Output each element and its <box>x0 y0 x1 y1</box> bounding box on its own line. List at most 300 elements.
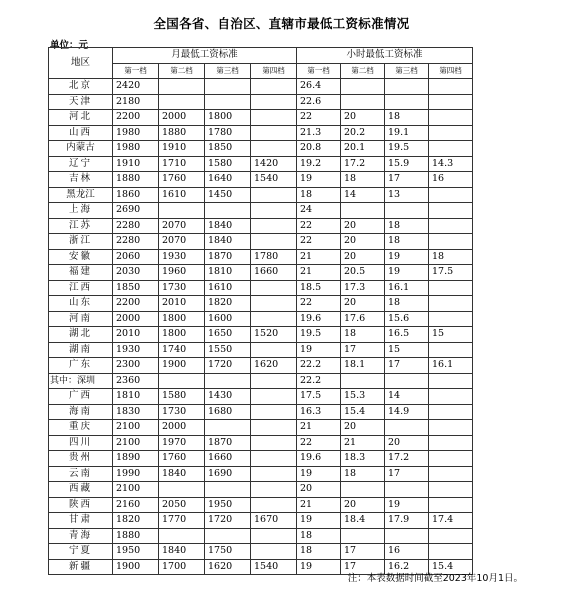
region-cell: 吉林 <box>49 172 113 188</box>
hourly-wage-cell: 19 <box>297 466 341 482</box>
monthly-wage-cell: 1670 <box>251 513 297 529</box>
table-row <box>49 234 473 250</box>
hourly-wage-cell: 21.3 <box>297 125 341 141</box>
wage-table <box>48 47 473 575</box>
monthly-wage-cell: 1700 <box>159 559 205 575</box>
hourly-wage-cell: 18 <box>385 234 429 250</box>
hourly-wage-cell: 17 <box>385 466 429 482</box>
monthly-wage-cell: 1580 <box>205 156 251 172</box>
hourly-wage-cell: 18 <box>341 327 385 343</box>
hourly-wage-cell: 17 <box>341 544 385 560</box>
monthly-wage-cell <box>251 79 297 95</box>
monthly-wage-cell: 1430 <box>205 389 251 405</box>
monthly-wage-cell: 1910 <box>159 141 205 157</box>
monthly-wage-cell: 1720 <box>205 513 251 529</box>
hourly-wage-cell: 14.3 <box>429 156 473 172</box>
table-row <box>49 513 473 529</box>
monthly-wage-cell <box>251 389 297 405</box>
hourly-wage-cell: 19 <box>297 172 341 188</box>
region-cell: 贵州 <box>49 451 113 467</box>
hourly-wage-cell <box>385 79 429 95</box>
region-cell: 福建 <box>49 265 113 281</box>
hourly-wage-cell: 19.5 <box>385 141 429 157</box>
region-cell: 上海 <box>49 203 113 219</box>
monthly-wage-cell: 1770 <box>159 513 205 529</box>
tier-header: 第二档 <box>341 63 385 79</box>
monthly-wage-cell: 1610 <box>205 280 251 296</box>
monthly-wage-cell: 1740 <box>159 342 205 358</box>
monthly-wage-cell <box>205 94 251 110</box>
hourly-wage-cell: 17 <box>341 559 385 575</box>
hourly-wage-cell: 22 <box>297 234 341 250</box>
hourly-wage-cell: 17 <box>385 358 429 374</box>
hourly-wage-cell <box>341 79 385 95</box>
hourly-wage-cell <box>429 311 473 327</box>
monthly-wage-cell: 1880 <box>159 125 205 141</box>
region-cell: 其中：深圳 <box>49 373 113 389</box>
hourly-wage-cell <box>341 203 385 219</box>
monthly-wage-cell: 2100 <box>113 435 159 451</box>
monthly-wage-cell: 1780 <box>205 125 251 141</box>
region-cell: 北京 <box>49 79 113 95</box>
hourly-wage-cell: 22 <box>297 110 341 126</box>
tier-header: 第一档 <box>113 63 159 79</box>
hourly-wage-cell <box>429 296 473 312</box>
region-cell: 辽宁 <box>49 156 113 172</box>
monthly-wage-cell: 1840 <box>159 466 205 482</box>
hourly-wage-cell: 19 <box>297 342 341 358</box>
hourly-wage-cell: 19 <box>385 497 429 513</box>
page-title: 全国各省、自治区、直辖市最低工资标准情况 <box>153 16 410 31</box>
table-row <box>49 156 473 172</box>
table-row <box>49 311 473 327</box>
tier-header: 第三档 <box>205 63 251 79</box>
hourly-wage-cell: 14 <box>341 187 385 203</box>
monthly-wage-cell <box>159 373 205 389</box>
hourly-wage-cell: 22 <box>297 435 341 451</box>
hourly-wage-cell: 22.2 <box>297 358 341 374</box>
hourly-wage-cell <box>429 79 473 95</box>
hourly-wage-cell: 22 <box>297 218 341 234</box>
hourly-wage-cell: 16.5 <box>385 327 429 343</box>
hourly-wage-cell: 22.2 <box>297 373 341 389</box>
hourly-wage-cell: 18 <box>341 466 385 482</box>
hourly-wage-cell <box>429 110 473 126</box>
table-row <box>49 373 473 389</box>
region-cell: 西藏 <box>49 482 113 498</box>
table-row <box>49 544 473 560</box>
table-row <box>49 528 473 544</box>
table-row <box>49 110 473 126</box>
tier-header: 第二档 <box>159 63 205 79</box>
monthly-wage-cell: 1720 <box>205 358 251 374</box>
table-row <box>49 404 473 420</box>
hourly-wage-cell <box>429 218 473 234</box>
table-row <box>49 389 473 405</box>
monthly-wage-cell: 2060 <box>113 249 159 265</box>
hourly-wage-cell: 17.9 <box>385 513 429 529</box>
hourly-wage-cell: 19 <box>297 559 341 575</box>
monthly-wage-cell <box>251 466 297 482</box>
region-cell: 安徽 <box>49 249 113 265</box>
hourly-wage-cell: 19 <box>297 513 341 529</box>
hourly-wage-cell: 15.4 <box>429 559 473 575</box>
hourly-wage-cell: 20.8 <box>297 141 341 157</box>
hourly-wage-cell: 18 <box>385 218 429 234</box>
hourly-wage-cell: 21 <box>297 497 341 513</box>
hourly-wage-cell: 26.4 <box>297 79 341 95</box>
region-header: 地区 <box>49 48 113 79</box>
monthly-wage-cell: 1970 <box>159 435 205 451</box>
table-row <box>49 249 473 265</box>
table-row <box>49 203 473 219</box>
hourly-wage-cell: 14.9 <box>385 404 429 420</box>
hourly-wage-cell: 16.1 <box>385 280 429 296</box>
hourly-wage-cell: 19 <box>385 265 429 281</box>
hourly-wage-cell: 18 <box>297 528 341 544</box>
monthly-wage-cell <box>251 544 297 560</box>
hourly-wage-cell: 15.6 <box>385 311 429 327</box>
hourly-wage-cell: 16.2 <box>385 559 429 575</box>
monthly-wage-cell: 2420 <box>113 79 159 95</box>
monthly-wage-cell <box>251 218 297 234</box>
hourly-wage-cell: 18 <box>385 110 429 126</box>
monthly-wage-cell: 1620 <box>205 559 251 575</box>
hourly-wage-cell <box>429 435 473 451</box>
hourly-wage-cell: 16 <box>429 172 473 188</box>
monthly-wage-cell: 1780 <box>251 249 297 265</box>
monthly-wage-cell: 1960 <box>159 265 205 281</box>
table-row <box>49 451 473 467</box>
hourly-wage-cell <box>385 203 429 219</box>
hourly-wage-cell <box>385 94 429 110</box>
monthly-wage-cell: 1930 <box>113 342 159 358</box>
monthly-wage-cell <box>159 79 205 95</box>
monthly-wage-cell: 1550 <box>205 342 251 358</box>
table-row <box>49 358 473 374</box>
table-row <box>49 497 473 513</box>
monthly-wage-cell <box>251 342 297 358</box>
region-cell: 湖南 <box>49 342 113 358</box>
hourly-wage-cell <box>429 125 473 141</box>
monthly-wage-cell: 1810 <box>113 389 159 405</box>
monthly-wage-cell <box>251 141 297 157</box>
monthly-wage-cell: 1990 <box>113 466 159 482</box>
hourly-wage-cell: 19.6 <box>297 451 341 467</box>
hourly-wage-cell <box>429 451 473 467</box>
hourly-wage-cell: 20 <box>341 110 385 126</box>
monthly-wage-cell: 1900 <box>113 559 159 575</box>
hourly-wage-cell: 17.2 <box>341 156 385 172</box>
hourly-wage-cell: 19.5 <box>297 327 341 343</box>
tier-header: 第三档 <box>385 63 429 79</box>
monthly-wage-cell <box>251 451 297 467</box>
hourly-wage-cell: 20 <box>341 218 385 234</box>
monthly-wage-cell: 1910 <box>113 156 159 172</box>
monthly-wage-cell <box>159 482 205 498</box>
hourly-wage-cell: 15.9 <box>385 156 429 172</box>
region-cell: 重庆 <box>49 420 113 436</box>
monthly-wage-cell: 1930 <box>159 249 205 265</box>
monthly-wage-cell: 2160 <box>113 497 159 513</box>
table-row <box>49 187 473 203</box>
hourly-wage-cell <box>385 420 429 436</box>
header-row-tiers <box>49 63 473 79</box>
monthly-wage-cell: 1880 <box>113 172 159 188</box>
monthly-wage-cell: 1900 <box>159 358 205 374</box>
hourly-wage-cell: 17.2 <box>385 451 429 467</box>
monthly-wage-cell: 1950 <box>113 544 159 560</box>
monthly-wage-cell: 1420 <box>251 156 297 172</box>
monthly-wage-cell <box>205 79 251 95</box>
monthly-wage-cell <box>251 497 297 513</box>
hourly-wage-cell <box>429 404 473 420</box>
monthly-wage-cell <box>251 110 297 126</box>
region-cell: 广东 <box>49 358 113 374</box>
hourly-wage-cell <box>429 420 473 436</box>
monthly-wage-cell <box>251 482 297 498</box>
monthly-wage-cell <box>251 435 297 451</box>
hourly-wage-cell: 19 <box>385 249 429 265</box>
hourly-wage-cell <box>429 280 473 296</box>
monthly-wage-cell: 1640 <box>205 172 251 188</box>
region-cell: 广西 <box>49 389 113 405</box>
hourly-wage-cell: 21 <box>297 249 341 265</box>
region-cell: 河南 <box>49 311 113 327</box>
region-cell: 云南 <box>49 466 113 482</box>
hourly-wage-cell: 19.6 <box>297 311 341 327</box>
monthly-wage-cell: 1840 <box>205 234 251 250</box>
monthly-wage-cell: 1840 <box>205 218 251 234</box>
tier-header: 第一档 <box>297 63 341 79</box>
monthly-wage-cell: 2050 <box>159 497 205 513</box>
hourly-wage-cell <box>429 544 473 560</box>
hourly-wage-cell <box>341 482 385 498</box>
hourly-wage-cell: 17 <box>385 172 429 188</box>
hourly-wage-cell: 24 <box>297 203 341 219</box>
monthly-wage-cell: 1890 <box>113 451 159 467</box>
region-cell: 青海 <box>49 528 113 544</box>
hourly-wage-cell: 18 <box>385 296 429 312</box>
region-cell: 宁夏 <box>49 544 113 560</box>
hourly-wage-cell: 20 <box>385 435 429 451</box>
hourly-wage-cell: 18.4 <box>341 513 385 529</box>
monthly-wage-cell: 2280 <box>113 218 159 234</box>
monthly-wage-cell <box>205 203 251 219</box>
tier-header: 第四档 <box>429 63 473 79</box>
monthly-wage-cell <box>251 373 297 389</box>
hourly-wage-cell: 18.3 <box>341 451 385 467</box>
monthly-wage-cell: 1610 <box>159 187 205 203</box>
monthly-wage-cell: 1660 <box>205 451 251 467</box>
hourly-wage-cell: 15 <box>385 342 429 358</box>
monthly-wage-cell: 1620 <box>251 358 297 374</box>
monthly-wage-cell: 2280 <box>113 234 159 250</box>
hourly-wage-cell: 19.1 <box>385 125 429 141</box>
monthly-wage-cell: 2010 <box>159 296 205 312</box>
hourly-wage-cell: 17.3 <box>341 280 385 296</box>
hourly-wage-cell: 20 <box>297 482 341 498</box>
monthly-wage-cell <box>251 125 297 141</box>
monthly-wage-cell <box>251 280 297 296</box>
monthly-wage-cell <box>159 528 205 544</box>
hourly-wage-cell: 21 <box>297 420 341 436</box>
region-cell: 新疆 <box>49 559 113 575</box>
region-cell: 山东 <box>49 296 113 312</box>
region-cell: 黑龙江 <box>49 187 113 203</box>
monthly-wage-cell: 1680 <box>205 404 251 420</box>
monthly-wage-cell <box>205 373 251 389</box>
monthly-wage-cell: 1600 <box>205 311 251 327</box>
monthly-wage-cell: 2000 <box>159 420 205 436</box>
hourly-wage-cell: 18.1 <box>341 358 385 374</box>
hourly-wage-cell: 17.6 <box>341 311 385 327</box>
monthly-wage-cell <box>251 404 297 420</box>
monthly-wage-cell: 1870 <box>205 249 251 265</box>
table-row <box>49 141 473 157</box>
monthly-wage-cell: 1730 <box>159 280 205 296</box>
hourly-wage-cell: 20.5 <box>341 265 385 281</box>
hourly-wage-cell <box>429 466 473 482</box>
monthly-wage-cell: 1830 <box>113 404 159 420</box>
hourly-wage-cell: 20 <box>341 420 385 436</box>
hourly-wage-cell: 19.2 <box>297 156 341 172</box>
hourly-wage-cell <box>341 373 385 389</box>
table-row <box>49 327 473 343</box>
table-row <box>49 265 473 281</box>
hourly-wage-cell: 20 <box>341 234 385 250</box>
region-cell: 四川 <box>49 435 113 451</box>
hourly-wage-cell: 20 <box>341 249 385 265</box>
region-cell: 海南 <box>49 404 113 420</box>
hourly-wage-cell: 16.1 <box>429 358 473 374</box>
table-body <box>49 79 473 575</box>
monthly-wage-cell: 2180 <box>113 94 159 110</box>
hourly-wage-cell <box>385 482 429 498</box>
hourly-wage-cell: 13 <box>385 187 429 203</box>
hourly-wage-cell: 20.2 <box>341 125 385 141</box>
hourly-wage-cell: 17.5 <box>297 389 341 405</box>
hourly-wage-cell: 17 <box>341 342 385 358</box>
monthly-wage-cell: 2200 <box>113 110 159 126</box>
monthly-wage-cell: 2070 <box>159 234 205 250</box>
region-cell: 内蒙古 <box>49 141 113 157</box>
hourly-wage-cell: 18 <box>429 249 473 265</box>
region-cell: 浙江 <box>49 234 113 250</box>
table-row <box>49 466 473 482</box>
monthly-wage-cell: 1650 <box>205 327 251 343</box>
monthly-wage-cell: 2690 <box>113 203 159 219</box>
hourly-wage-cell <box>341 528 385 544</box>
monthly-wage-cell: 1540 <box>251 559 297 575</box>
hourly-wage-cell <box>429 482 473 498</box>
region-cell: 甘肃 <box>49 513 113 529</box>
monthly-wage-cell: 2100 <box>113 420 159 436</box>
monthly-wage-cell: 1730 <box>159 404 205 420</box>
monthly-wage-cell: 1750 <box>205 544 251 560</box>
tier-header: 第四档 <box>251 63 297 79</box>
table-row <box>49 280 473 296</box>
monthly-wage-cell <box>159 94 205 110</box>
monthly-wage-cell <box>251 203 297 219</box>
monthly-wage-cell: 1450 <box>205 187 251 203</box>
hourly-wage-cell: 16 <box>385 544 429 560</box>
hourly-wage-cell <box>385 528 429 544</box>
monthly-wage-cell <box>205 482 251 498</box>
hourly-wage-cell: 20 <box>341 296 385 312</box>
monthly-wage-cell: 2000 <box>159 110 205 126</box>
monthly-wage-cell: 1850 <box>113 280 159 296</box>
hourly-header: 小时最低工资标准 <box>297 48 473 64</box>
monthly-wage-cell: 1800 <box>159 327 205 343</box>
monthly-wage-cell: 1860 <box>113 187 159 203</box>
hourly-wage-cell <box>429 342 473 358</box>
monthly-wage-cell: 1850 <box>205 141 251 157</box>
monthly-wage-cell: 1520 <box>251 327 297 343</box>
hourly-wage-cell: 15.3 <box>341 389 385 405</box>
monthly-wage-cell: 1580 <box>159 389 205 405</box>
table-row <box>49 296 473 312</box>
hourly-wage-cell <box>429 94 473 110</box>
hourly-wage-cell: 15.4 <box>341 404 385 420</box>
table-row <box>49 482 473 498</box>
region-cell: 山西 <box>49 125 113 141</box>
table-row <box>49 172 473 188</box>
hourly-wage-cell <box>429 187 473 203</box>
monthly-wage-cell: 1980 <box>113 125 159 141</box>
monthly-wage-cell <box>251 234 297 250</box>
hourly-wage-cell: 18 <box>341 172 385 188</box>
hourly-wage-cell: 21 <box>341 435 385 451</box>
monthly-wage-cell <box>205 528 251 544</box>
monthly-wage-cell: 1760 <box>159 172 205 188</box>
hourly-wage-cell <box>429 141 473 157</box>
table-row <box>49 218 473 234</box>
hourly-wage-cell <box>429 389 473 405</box>
hourly-wage-cell <box>429 528 473 544</box>
monthly-wage-cell: 2030 <box>113 265 159 281</box>
hourly-wage-cell: 18 <box>297 544 341 560</box>
hourly-wage-cell: 21 <box>297 265 341 281</box>
hourly-wage-cell: 16.3 <box>297 404 341 420</box>
region-cell: 湖北 <box>49 327 113 343</box>
monthly-wage-cell: 2300 <box>113 358 159 374</box>
monthly-wage-cell: 2070 <box>159 218 205 234</box>
monthly-header: 月最低工资标准 <box>113 48 297 64</box>
hourly-wage-cell: 22 <box>297 296 341 312</box>
monthly-wage-cell <box>251 187 297 203</box>
monthly-wage-cell <box>251 296 297 312</box>
monthly-wage-cell: 1800 <box>205 110 251 126</box>
hourly-wage-cell: 14 <box>385 389 429 405</box>
monthly-wage-cell <box>159 203 205 219</box>
hourly-wage-cell <box>429 497 473 513</box>
hourly-wage-cell: 20 <box>341 497 385 513</box>
hourly-wage-cell: 17.4 <box>429 513 473 529</box>
monthly-wage-cell: 2100 <box>113 482 159 498</box>
monthly-wage-cell: 2200 <box>113 296 159 312</box>
monthly-wage-cell: 1980 <box>113 141 159 157</box>
monthly-wage-cell: 1800 <box>159 311 205 327</box>
monthly-wage-cell: 1710 <box>159 156 205 172</box>
region-cell: 天津 <box>49 94 113 110</box>
monthly-wage-cell: 1950 <box>205 497 251 513</box>
hourly-wage-cell <box>429 373 473 389</box>
hourly-wage-cell <box>429 203 473 219</box>
monthly-wage-cell: 1820 <box>205 296 251 312</box>
header-row-groups <box>49 48 473 64</box>
monthly-wage-cell <box>251 528 297 544</box>
